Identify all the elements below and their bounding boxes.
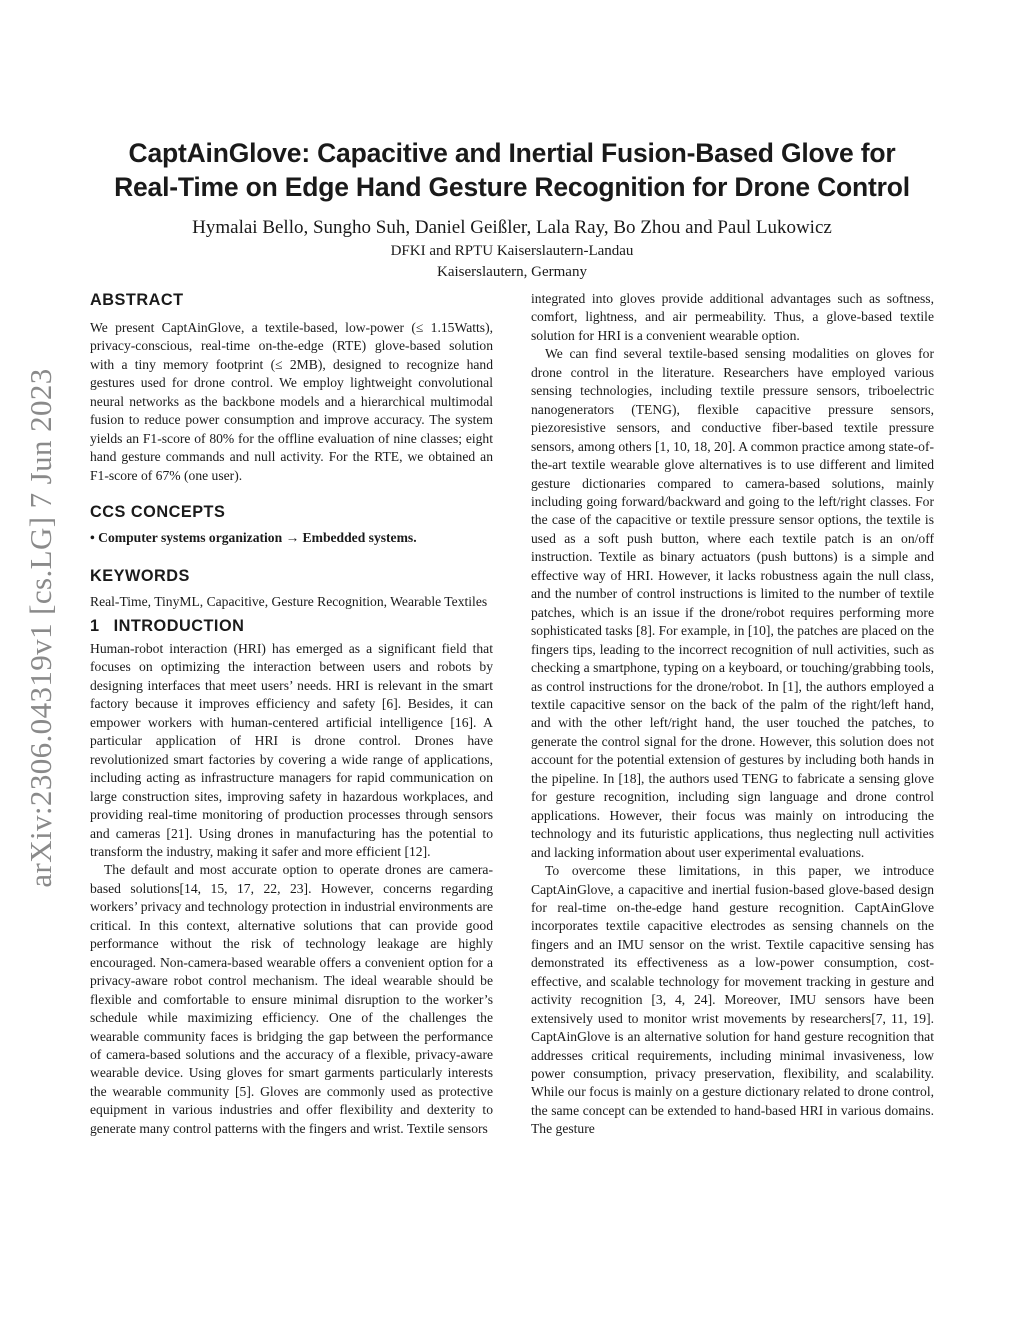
intro-paragraph-2: The default and most accurate option to operate drones are camera-based solutions[14, 15, 17, 22, 23]. However, concerns regarding workers’ privacy and technology protection in industrial environments are critical. In this context, alternative solutions that can provide good performance without the risk of technology leakage are highly encouraged. Non-camera-based wearable offers a convenient option for a privacy-aware robot control mechanism. The ideal wearable should be flexible and comfortable to ensure minimal disruption to the worker’s schedule while maximizing efficiency. One of the challenges the wearable community faces is bridging the gap between the performance of camera-based solutions and the accuracy of a flexible, privacy-aware wearable device. Using gloves for smart garments particularly interests the wearable community [5]. Gloves are commonly used as protective equipment in various industries and offer flexibility and dexterity to generate many control patterns with the fingers and wrist. Textile sensors [90, 862, 493, 1136]
intro-paragraph-5: To overcome these limitations, in this paper, we introduce CaptAinGlove, a capacitive and inertial fusion-based glove-based design for real-time on-the-edge hand gesture recognition. CaptAinGlove incorporates textile capacitive electrodes as sensing channels on the fingers and an IMU sensor on the wrist. Textile capacitive sensing has demonstrated its effectiveness as a low-power consumption, cost-effective, and scalable technology for movement tracking in gesture and activity recognition [3, 4, 24]. Moreover, IMU sensors have been extensively used to monitor wrist movements by researchers[7, 11, 19]. CaptAinGlove is an alternative solution for hand gesture recognition that addresses critical requirements, including minimal invasiveness, low power consumption, privacy preservation, flexibility, and scalability. While our focus is mainly on a gesture dictionary related to drone control, the same concept can be extended to hand-based HRI in various domains. The gesture [531, 863, 934, 1137]
affiliation [70, 241, 954, 283]
right-column [531, 290, 934, 1139]
section-number: 1 [90, 616, 100, 635]
intro-paragraph-4: We can find several textile-based sensing modalities on gloves for drone control in the literature. Researchers have employed various sensing technologies, including textile pressure sensors, triboelectric nanogenerators (TENG), flexible capacitive pressure sensors, piezoresistive sensors, and conductive fiber-based textile pressure sensors, among others [1, 10, 18, 20]. A common practice among state-of-the-art textile wearable glove alternatives is to use different and limited gesture dictionaries compared to camera-based solutions, mainly including going forward/backward and going to the left/right classes. For the case of the capacitive or textile pressure sensor options, the textile is used as a soft push button, where each textile patch is an on/off instruction. Textile as binary actuators (push buttons) is a simple and effective way of HRI. However, it lacks robustness again the null class, and the number of control instructions is limited to the number of textile patches, which is an issue if the drone/robot requires performing more sophisticated tasks [8]. For example, in [10], the patches are placed on the fingers tips, leading to the incorrect recognition of null activities, such as checking a smartphone, typing on a keyboard, or touching/grabbing tools, as control instructions for the drone/robot. In [1], the authors employed a textile capacitive sensor on the back of the palm of the right/left hand, and with the other left/right hand, the user touched the patches, to generate the control signal for the drone. However, this solution does not account for the potential extension of gestures by including both hands in the pipeline. In [18], the authors used TENG to fabricate a sensing glove for gesture recognition, including sign language and drone control applications. However, their focus was mainly on introducing the technology and its futuristic applications, thus neglecting null activities and lacking information about user experimental evaluations. [531, 346, 934, 860]
author-list: Hymalai Bello, Sungho Suh, Daniel Geißler, Lala Ray, Bo Zhou and Paul Lukowicz [192, 217, 832, 238]
affiliation-location: Kaiserslautern, Germany [437, 264, 587, 280]
left-column [90, 290, 493, 1138]
paper-title-line-2: Real-Time on Edge Hand Gesture Recognition for Drone Control [114, 172, 910, 202]
abstract-heading: ABSTRACT [90, 291, 184, 309]
section-title: INTRODUCTION [113, 616, 245, 635]
abstract-body: We present CaptAinGlove, a textile-based, low-power (≤ 1.15Watts), privacy-conscious, real-time on-the-edge (RTE) glove-based solution with a tiny memory footprint (≤ 2MB), designed to recognize hand gestures used for drone control. We employ lightweight convolutional neural networks as the backbone models and a hierarchical multimodal fusion to reduce power consumption and improve accuracy. The system yields an F1-score of 80% for the offline evaluation of nine classes; eight hand gesture commands and null activity. For the RTE, we obtained an F1-score of 67% (one user). [90, 320, 493, 483]
intro-paragraph-3: integrated into gloves provide additional advantages such as softness, comfort, lightness, and air permeability. Thus, a glove-based textile solution for HRI is a convenient wearable option. [531, 291, 934, 343]
paper-title [70, 136, 954, 204]
keywords-heading: KEYWORDS [90, 566, 190, 585]
paper-title-line-1: CaptAinGlove: Capacitive and Inertial Fusion-Based Glove for [128, 138, 896, 168]
ccs-concepts-body: • Computer systems organization → Embedded systems. [90, 530, 417, 546]
arxiv-identifier-text: arXiv:2306.04319v1 [cs.LG] 7 Jun 2023 [23, 368, 58, 888]
intro-paragraph-1: Human-robot interaction (HRI) has emerged as a significant field that focuses on optimizing the interaction between users and robots by designing interfaces that meet users’ needs. HRI is relevant in the smart factory because it improves efficiency and safety [6]. Besides, it can empower workers with human-centered artificial intelligence [16]. A particular application of HRI is drone control. Drones have revolutionized smart factories by covering a wide range of applications, including acting as infrastructure managers for rapid communication on large construction sites, improving safety in hazardous workplaces, and providing real-time monitoring of production processes through sensors and cameras [21]. Using drones in manufacturing has the potential to transform the industry, making it safer and more efficient [12]. [90, 640, 493, 859]
keywords-body: Real-Time, TinyML, Capacitive, Gesture Recognition, Wearable Textiles [90, 593, 488, 609]
ccs-concepts-heading: CCS CONCEPTS [90, 503, 226, 522]
introduction-heading [90, 616, 493, 636]
affiliation-organization: DFKI and RPTU Kaiserslautern-Landau [390, 243, 634, 259]
arxiv-identifier-stamp [8, 348, 74, 908]
